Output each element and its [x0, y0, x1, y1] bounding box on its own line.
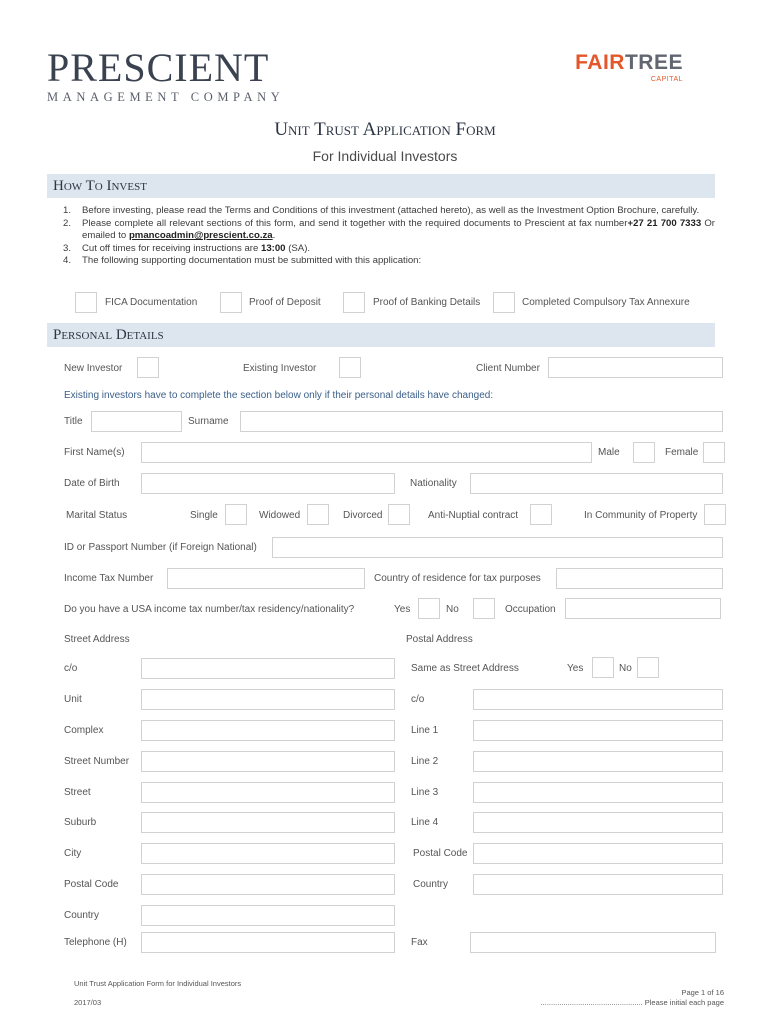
- complex-field[interactable]: [141, 720, 395, 741]
- fica-label: FICA Documentation: [105, 297, 198, 308]
- fica-checkbox[interactable]: [75, 292, 97, 313]
- existing-investor-label: Existing Investor: [243, 363, 317, 374]
- street-co-field[interactable]: [141, 658, 395, 679]
- footer-date: 2017/03: [74, 998, 102, 1007]
- country-tax-field[interactable]: [556, 568, 723, 589]
- single-checkbox[interactable]: [225, 504, 247, 525]
- male-checkbox[interactable]: [633, 442, 655, 463]
- street-field[interactable]: [141, 782, 395, 803]
- city-label: City: [64, 848, 82, 859]
- line1-field[interactable]: [473, 720, 723, 741]
- unit-label: Unit: [64, 694, 82, 705]
- usa-no-checkbox[interactable]: [473, 598, 495, 619]
- section-how-to-invest: How To Invest: [47, 174, 715, 198]
- existing-investor-checkbox[interactable]: [339, 357, 361, 378]
- suburb-field[interactable]: [141, 812, 395, 833]
- dob-field[interactable]: [141, 473, 395, 494]
- usa-yes-label: Yes: [394, 604, 411, 615]
- instructions-list: [63, 205, 715, 268]
- same-yes-checkbox[interactable]: [592, 657, 614, 678]
- divorced-label: Divorced: [343, 510, 383, 521]
- fairtree-logo-part2: TREE: [624, 51, 683, 74]
- anc-label: Anti-Nuptial contract: [428, 510, 519, 521]
- proof-of-deposit-label: Proof of Deposit: [249, 297, 321, 308]
- nationality-label: Nationality: [410, 478, 457, 489]
- tax-annexure-checkbox[interactable]: [493, 292, 515, 313]
- anc-checkbox[interactable]: [530, 504, 552, 525]
- income-tax-label: Income Tax Number: [64, 573, 154, 584]
- surname-label: Surname: [188, 416, 229, 427]
- telephone-label: Telephone (H): [64, 937, 127, 948]
- street-postal-code-field[interactable]: [141, 874, 395, 895]
- male-label: Male: [598, 447, 620, 458]
- divorced-checkbox[interactable]: [388, 504, 410, 525]
- postal-co-field[interactable]: [473, 689, 723, 710]
- line4-label: Line 4: [411, 817, 439, 828]
- unit-field[interactable]: [141, 689, 395, 710]
- dob-label: Date of Birth: [64, 478, 120, 489]
- line3-field[interactable]: [473, 782, 723, 803]
- postal-country-field[interactable]: [473, 874, 723, 895]
- first-names-label: First Name(s): [64, 447, 125, 458]
- list-item: 2. Please complete all relevant sections of this form, and send it together with the required documents to Prescient at fax number+27 21 700 7333 Or emailed to pmancoadmin@prescient.co.za.: [63, 217, 716, 242]
- suburb-label: Suburb: [64, 817, 97, 828]
- same-yes-label: Yes: [567, 663, 584, 674]
- street-postal-code-label: Postal Code: [64, 879, 119, 890]
- occupation-field[interactable]: [565, 598, 721, 619]
- cutoff-time: 13:00: [260, 242, 286, 254]
- widowed-label: Widowed: [259, 510, 301, 521]
- first-names-field[interactable]: [141, 442, 592, 463]
- new-investor-checkbox[interactable]: [137, 357, 159, 378]
- proof-of-deposit-checkbox[interactable]: [220, 292, 242, 313]
- proof-of-banking-checkbox[interactable]: [343, 292, 365, 313]
- city-field[interactable]: [141, 843, 395, 864]
- icop-checkbox[interactable]: [704, 504, 726, 525]
- client-number-label: Client Number: [476, 363, 540, 374]
- surname-field[interactable]: [240, 411, 723, 432]
- widowed-checkbox[interactable]: [307, 504, 329, 525]
- client-number-field[interactable]: [548, 357, 723, 378]
- form-title: Unit Trust Application Form: [274, 119, 496, 140]
- existing-investor-note: Existing investors have to complete the section below only if their personal details have changed:: [64, 390, 494, 401]
- postal-code-field[interactable]: [473, 843, 723, 864]
- line2-label: Line 2: [411, 756, 439, 767]
- id-passport-field[interactable]: [272, 537, 723, 558]
- prescient-logo-subtext: MANAGEMENT COMPANY: [47, 90, 285, 104]
- female-checkbox[interactable]: [703, 442, 725, 463]
- street-number-label: Street Number: [64, 756, 130, 767]
- fairtree-logo: [568, 52, 683, 83]
- usa-no-label: No: [446, 604, 459, 615]
- fax-field[interactable]: [470, 932, 716, 953]
- title-label: Title: [64, 416, 83, 427]
- list-item: 1. Before investing, please read the Terms and Conditions of this investment (attached hereto), as well as the Investment Option Brochure, carefully.: [63, 205, 700, 216]
- street-label: Street: [64, 787, 91, 798]
- list-item: 4. The following supporting documentation must be submitted with this application:: [63, 255, 422, 267]
- female-label: Female: [665, 447, 699, 458]
- fairtree-logo-subtext: CAPITAL: [650, 76, 683, 83]
- line1-label: Line 1: [411, 725, 439, 736]
- same-no-label: No: [619, 663, 632, 674]
- list-item: 3. Cut off times for receiving instructions are 13:00 (SA).: [63, 242, 311, 254]
- street-address-heading: Street Address: [64, 634, 130, 645]
- street-co-label: c/o: [64, 663, 78, 674]
- title-field[interactable]: [91, 411, 182, 432]
- line4-field[interactable]: [473, 812, 723, 833]
- country-tax-label: Country of residence for tax purposes: [374, 573, 541, 584]
- street-number-field[interactable]: [141, 751, 395, 772]
- income-tax-field[interactable]: [167, 568, 365, 589]
- line3-label: Line 3: [411, 787, 439, 798]
- postal-address-heading: Postal Address: [406, 634, 473, 645]
- tax-annexure-label: Completed Compulsory Tax Annexure: [522, 297, 690, 308]
- email-link[interactable]: pmancoadmin@prescient.co.za: [128, 230, 273, 242]
- same-no-checkbox[interactable]: [637, 657, 659, 678]
- footer-doc-name: Unit Trust Application Form for Individual Investors: [74, 979, 242, 988]
- form-subtitle: For Individual Investors: [312, 148, 458, 164]
- postal-code-label: Postal Code: [413, 848, 468, 859]
- new-investor-label: New Investor: [64, 363, 123, 374]
- fax-number: +27 21 700 7333: [627, 217, 702, 229]
- line2-field[interactable]: [473, 751, 723, 772]
- street-country-label: Country: [64, 910, 100, 921]
- marital-status-label: Marital Status: [66, 510, 128, 521]
- footer-initial-line: ................................................. Please initial each page: [540, 998, 724, 1007]
- telephone-field[interactable]: [141, 932, 395, 953]
- prescient-logo-text: PRESCIENT: [47, 45, 270, 90]
- prescient-logo: [47, 45, 285, 105]
- postal-co-label: c/o: [411, 694, 425, 705]
- id-passport-label: ID or Passport Number (if Foreign National): [64, 542, 257, 553]
- occupation-label: Occupation: [505, 604, 556, 615]
- fairtree-logo-part1: FAIR: [575, 51, 625, 74]
- usa-yes-checkbox[interactable]: [418, 598, 440, 619]
- complex-label: Complex: [64, 725, 104, 736]
- same-as-street-label: Same as Street Address: [411, 663, 519, 674]
- fax-label: Fax: [411, 937, 428, 948]
- street-country-field[interactable]: [141, 905, 395, 926]
- nationality-field[interactable]: [470, 473, 723, 494]
- section-personal-details: Personal Details: [47, 323, 715, 347]
- single-label: Single: [190, 510, 218, 521]
- proof-of-banking-label: Proof of Banking Details: [373, 297, 481, 308]
- footer-page-number: Page 1 of 16: [681, 988, 724, 997]
- icop-label: In Community of Property: [584, 510, 698, 521]
- postal-country-label: Country: [413, 879, 449, 890]
- usa-question-label: Do you have a USA income tax number/tax residency/nationality?: [64, 604, 355, 615]
